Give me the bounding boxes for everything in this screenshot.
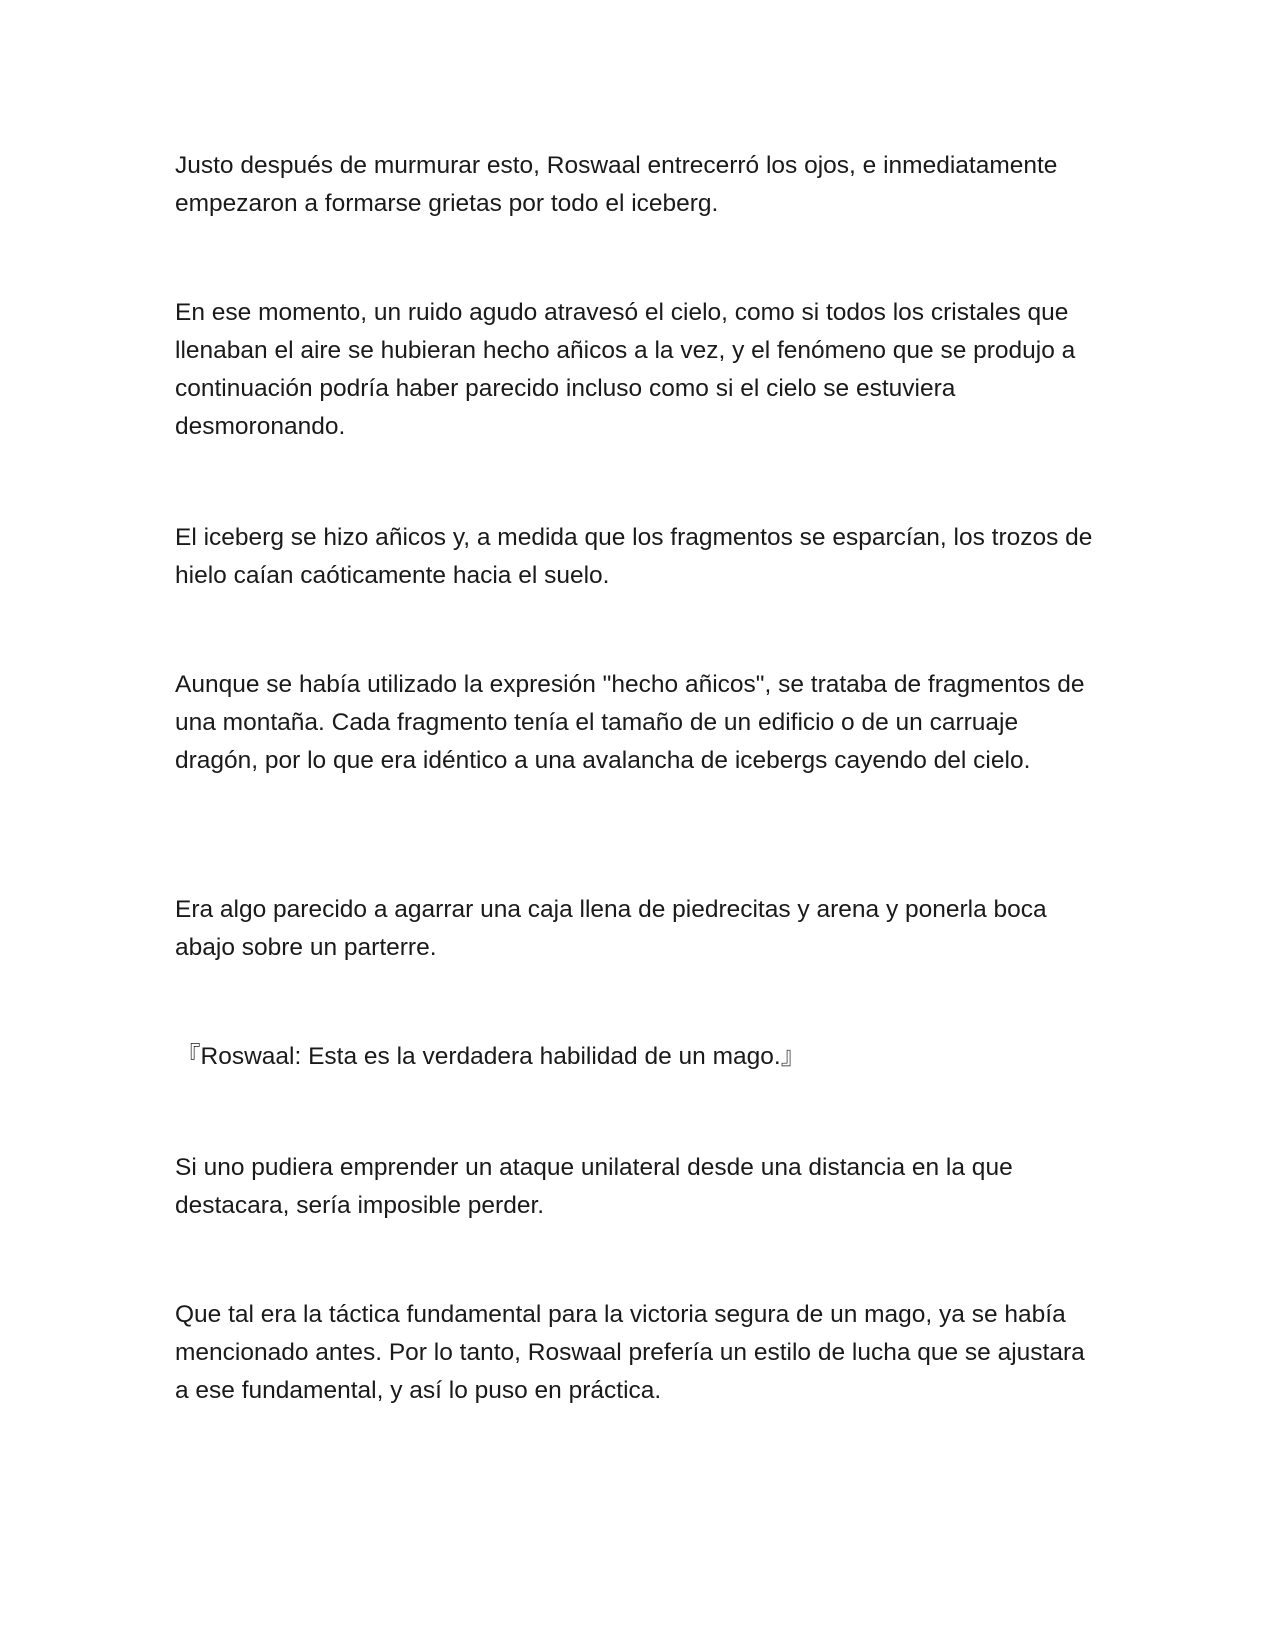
- paragraph-5: Era algo parecido a agarrar una caja llena de piedrecitas y arena y ponerla boca abajo sobre un parterre.: [175, 896, 1047, 961]
- paragraph-4: Aunque se había utilizado la expresión "hecho añicos", se trataba de fragmentos de una montaña. Cada fragmento tenía el tamaño de un edificio o de un carruaje dragón, por lo que era idéntico a una avalancha de icebergs cayendo del cielo.: [175, 671, 1085, 774]
- paragraph-1: Justo después de murmurar esto, Roswaal entrecerró los ojos, e inmediatamente empezaron a formarse grietas por todo el iceberg.: [175, 152, 1058, 217]
- dialogue-line: 『Roswaal: Esta es la verdadera habilidad de un mago.』: [176, 1043, 806, 1070]
- paragraph-8: Que tal era la táctica fundamental para la victoria segura de un mago, ya se había mencionado antes. Por lo tanto, Roswaal prefería un estilo de lucha que se ajustara a ese fundamental, y así lo puso en práctica.: [175, 1301, 1085, 1404]
- paragraph-2: En ese momento, un ruido agudo atravesó el cielo, como si todos los cristales que llenaban el aire se hubieran hecho añicos a la vez, y el fenómeno que se produjo a continuación podría haber parecido incluso como si el cielo se estuviera desmoronando.: [175, 299, 1076, 440]
- paragraph-7: Si uno pudiera emprender un ataque unilateral desde una distancia en la que destacara, sería imposible perder.: [175, 1154, 1013, 1219]
- paragraph-3: El iceberg se hizo añicos y, a medida que los fragmentos se esparcían, los trozos de hielo caían caóticamente hacia el suelo.: [175, 524, 1093, 589]
